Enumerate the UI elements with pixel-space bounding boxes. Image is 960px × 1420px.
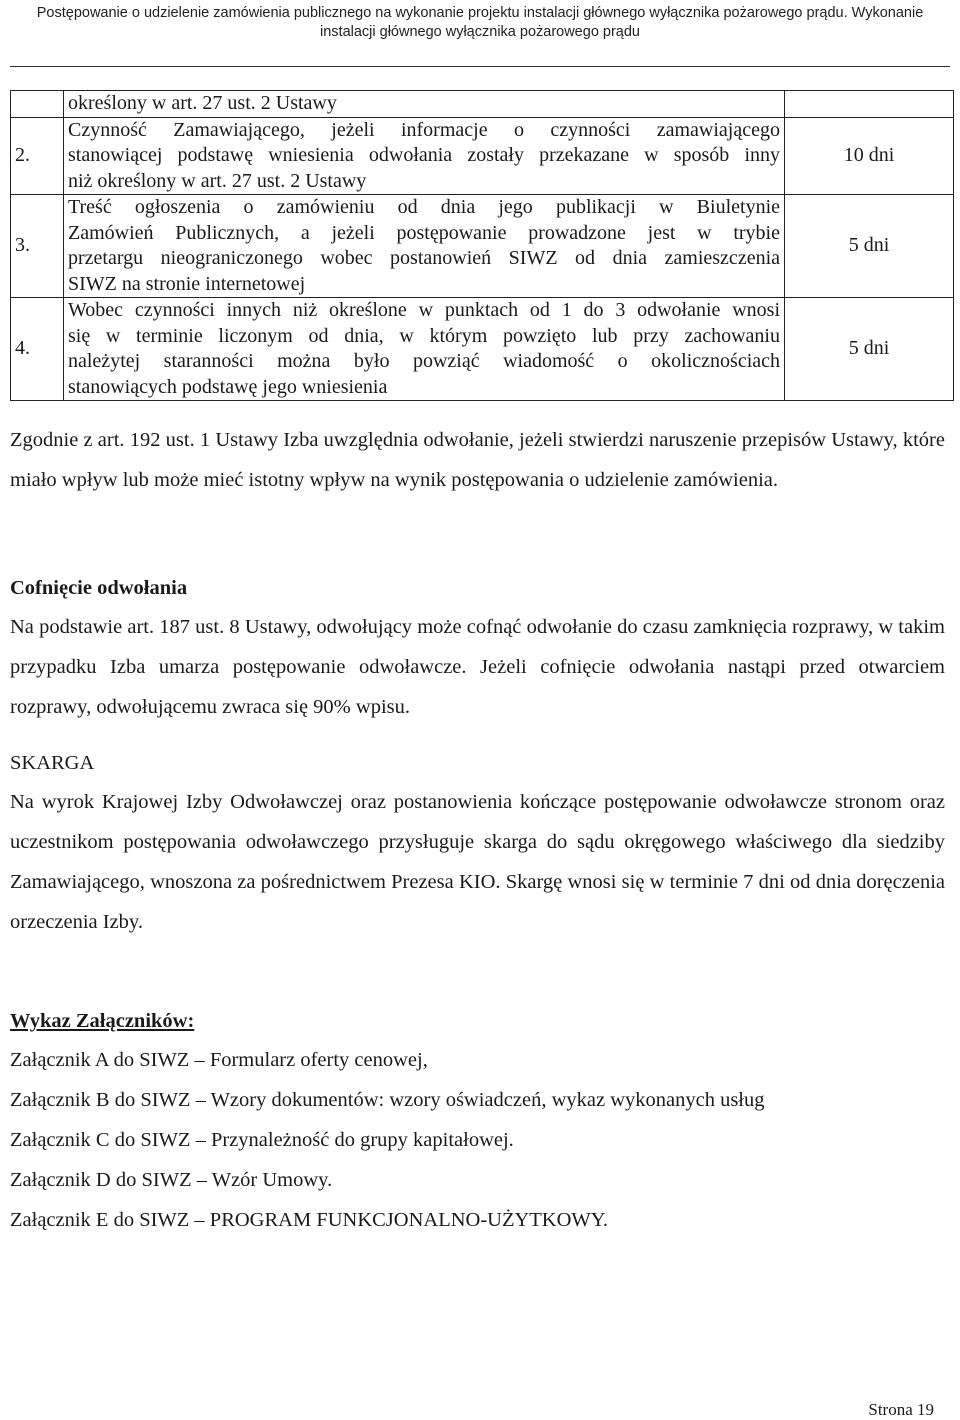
description-line: Zamówień Publicznych, a jeżeli postępowanie prowadzone jest w trybie	[68, 221, 780, 244]
description-line: należytej staranności można było powziąć wiadomość o okolicznościach	[68, 350, 780, 372]
row-deadline	[785, 91, 954, 118]
row-description	[64, 195, 785, 298]
table-row	[11, 298, 954, 401]
cofniecie-paragraph: Na podstawie art. 187 ust. 8 Ustawy, odwołujący może cofnąć odwołanie do czasu zamknięcia rozprawy, w takim przypadku Izba umarza postępowanie odwoławcze. Jeżeli cofnięcie odwołania nastąpi przed otwarciem rozprawy, odwołującemu zwraca się 90% wpisu.	[10, 616, 945, 718]
page-number: Strona 19	[868, 1400, 934, 1419]
table-row	[11, 195, 954, 298]
page-header	[0, 4, 960, 42]
row-description	[64, 91, 785, 118]
description-line: Treść ogłoszenia o zamówieniu od dnia jego publikacji w Biuletynie	[68, 196, 780, 218]
row-number	[11, 91, 64, 118]
description-line: Wobec czynności innych niż określone w punktach od 1 do 3 odwołanie wnosi	[68, 299, 780, 321]
attachments-list	[10, 1040, 765, 1240]
list-item: Załącznik A do SIWZ – Formularz oferty cenowej,	[10, 1049, 428, 1071]
skarga-heading: SKARGA	[10, 752, 95, 774]
cofniecie-heading: Cofnięcie odwołania	[10, 577, 188, 599]
description-line: stanowiącej podstawę wniesienia odwołania zostały przekazane w sposób inny	[68, 144, 780, 166]
list-item: Załącznik B do SIWZ – Wzory dokumentów: wzory oświadczeń, wykaz wykonanych usług	[10, 1089, 765, 1111]
description-line: się w terminie liczonym od dnia, w którym powzięto lub przy zachowaniu	[68, 324, 780, 347]
list-item: Załącznik E do SIWZ – PROGRAM FUNKCJONALNO-UŻYTKOWY.	[10, 1209, 609, 1231]
zgodnie-paragraph: Zgodnie z art. 192 ust. 1 Ustawy Izba uwzględnia odwołanie, jeżeli stwierdzi naruszenie przepisów Ustawy, które miało wpływ lub może mieć istotny wpływ na wynik postępowania o udzielenie zamówienia.	[10, 429, 945, 491]
row-number: 4.	[11, 298, 64, 401]
header-divider	[10, 66, 950, 67]
skarga-paragraph: Na wyrok Krajowej Izby Odwoławczej oraz postanowienia kończące postępowanie odwoławcze stronom oraz uczestnikom postępowania odwoławczego przysługuje skarga do sądu okręgowego właściwego dla siedziby Zamawiającego, wnoszona za pośrednictwem Prezesa KIO. Skargę wnosi się w terminie 7 dni od dnia doręczenia orzeczenia Izby.	[10, 791, 945, 933]
description-line: stanowiących podstawę jego wniesienia	[68, 375, 388, 398]
description-line: SIWZ na stronie internetowej	[68, 272, 306, 295]
header-line-2: instalacji głównego wyłącznika pożarowego prądu	[320, 24, 640, 40]
list-item: Załącznik C do SIWZ – Przynależność do grupy kapitałowej.	[10, 1129, 514, 1151]
description-line: niż określony w art. 27 ust. 2 Ustawy	[68, 169, 367, 192]
description-line: Czynność Zamawiającego, jeżeli informacje o czynności zamawiającego	[68, 118, 780, 141]
attachments-heading: Wykaz Załączników:	[10, 1010, 195, 1032]
header-line-1: Postępowanie o udzielenie zamówienia publicznego na wykonanie projektu instalacji głównego wyłącznika pożarowego prądu. Wykonanie	[36, 5, 924, 21]
row-description	[64, 117, 785, 195]
row-deadline: 10 dni	[785, 117, 954, 195]
table-row	[11, 117, 954, 195]
row-description	[64, 298, 785, 401]
description-line: określony w art. 27 ust. 2 Ustawy	[68, 92, 337, 114]
row-deadline: 5 dni	[785, 195, 954, 298]
table-row	[11, 91, 954, 118]
row-number: 3.	[11, 195, 64, 298]
description-line: przetargu nieograniczonego wobec postanowień SIWZ od dnia zamieszczenia	[68, 247, 780, 269]
appeal-deadlines-table	[10, 90, 954, 401]
row-number: 2.	[11, 117, 64, 195]
row-deadline: 5 dni	[785, 298, 954, 401]
list-item: Załącznik D do SIWZ – Wzór Umowy.	[10, 1169, 333, 1191]
